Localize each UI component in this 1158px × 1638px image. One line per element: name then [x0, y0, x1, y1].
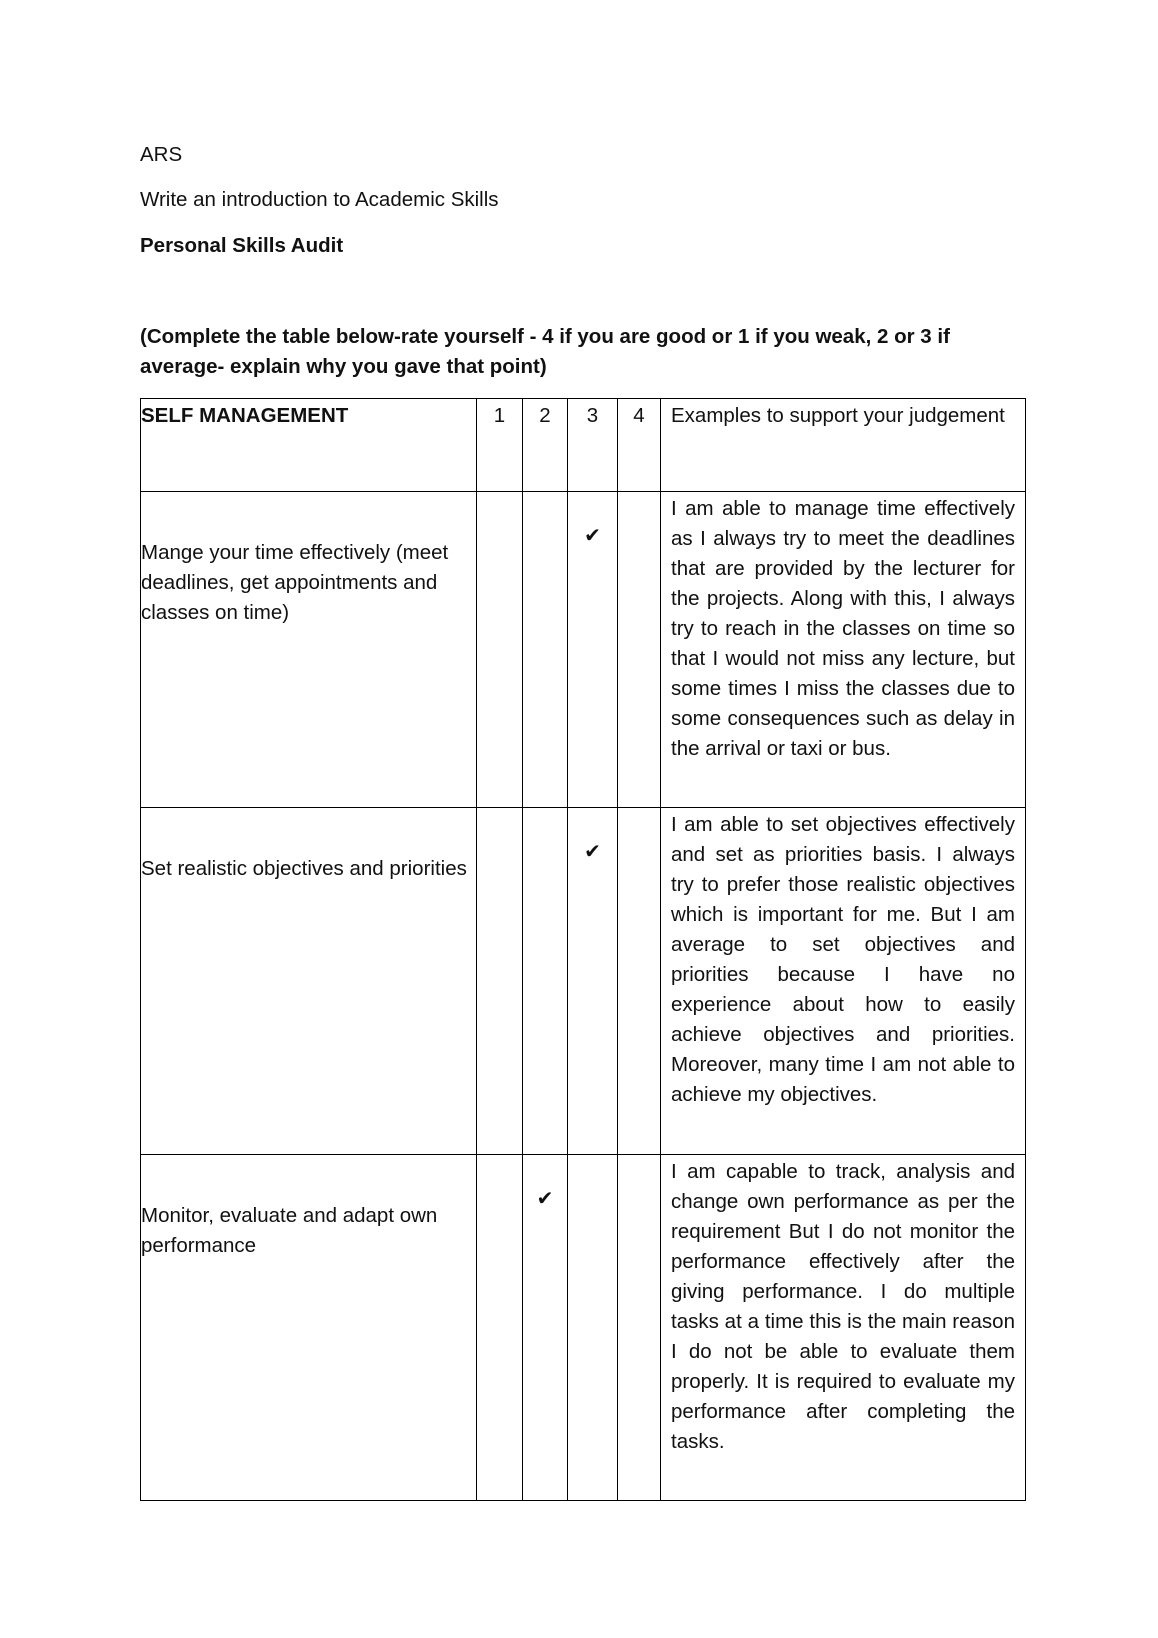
- skill-cell: [141, 808, 477, 1155]
- rating-cell-1: [477, 492, 523, 808]
- table-row: [141, 808, 1026, 1155]
- rating-cell-3: [568, 492, 618, 808]
- table-row: [141, 492, 1026, 808]
- instructions-text: (Complete the table below-rate yourself - 4 if you are good or 1 if you weak, 2 or 3 if average- explain why you gave that point): [140, 325, 950, 378]
- document-code: ARS: [140, 143, 183, 166]
- rating-cell-3: [568, 808, 618, 1155]
- skill-label: Mange your time effectively (meet deadlines, get appointments and classes on time): [141, 541, 449, 624]
- page-title: Personal Skills Audit: [140, 234, 344, 257]
- rating-cell-2: [523, 492, 568, 808]
- checkmark-icon: ✔: [536, 1186, 554, 1210]
- table-row: [141, 1155, 1026, 1501]
- table-header-row: [141, 399, 1026, 492]
- skill-cell: [141, 1155, 477, 1501]
- rating-1-header: 1: [477, 399, 523, 492]
- skill-column-header: SELF MANAGEMENT: [141, 399, 477, 492]
- example-text: I am capable to track, analysis and change own performance as per the requirement But I do not monitor the performance effectively after the giving performance. I do multiple tasks at a time this is the main reason I do not be able to evaluate them properly. It is required to evaluate my performance after completing the tasks.: [661, 1155, 1026, 1501]
- rating-cell-4: [618, 1155, 661, 1501]
- rating-cell-4: [618, 492, 661, 808]
- rating-3-header: 3: [568, 399, 618, 492]
- rating-2-header: 2: [523, 399, 568, 492]
- skill-cell: [141, 492, 477, 808]
- example-text: I am able to set objectives effectively and set as priorities basis. I always try to prefer those realistic objectives which is important for me. But I am average to set objectives and priorities because I have no experience about how to easily achieve objectives and priorities. Moreover, many time I am not able to achieve my objectives.: [661, 808, 1026, 1155]
- examples-column-header: Examples to support your judgement: [661, 399, 1026, 492]
- skill-label: Monitor, evaluate and adapt own performance: [141, 1204, 438, 1257]
- rating-cell-4: [618, 808, 661, 1155]
- skill-label: Set realistic objectives and priorities: [141, 857, 467, 880]
- rating-4-header: 4: [618, 399, 661, 492]
- rating-cell-3: [568, 1155, 618, 1501]
- example-text: I am able to manage time effectively as I always try to meet the deadlines that are provided by the lecturer for the projects. Along with this, I always try to reach in the classes on time so that I would not miss any lecture, but some times I miss the classes due to some consequences such as delay in the arrival or taxi or bus.: [661, 492, 1026, 808]
- rating-cell-1: [477, 808, 523, 1155]
- rating-cell-2: [523, 808, 568, 1155]
- checkmark-icon: ✔: [584, 523, 601, 547]
- assignment-subtitle: Write an introduction to Academic Skills: [140, 188, 499, 211]
- rating-cell-1: [477, 1155, 523, 1501]
- checkmark-icon: ✔: [584, 839, 601, 863]
- rating-cell-2: [523, 1155, 568, 1501]
- skills-audit-table: [140, 398, 1026, 1501]
